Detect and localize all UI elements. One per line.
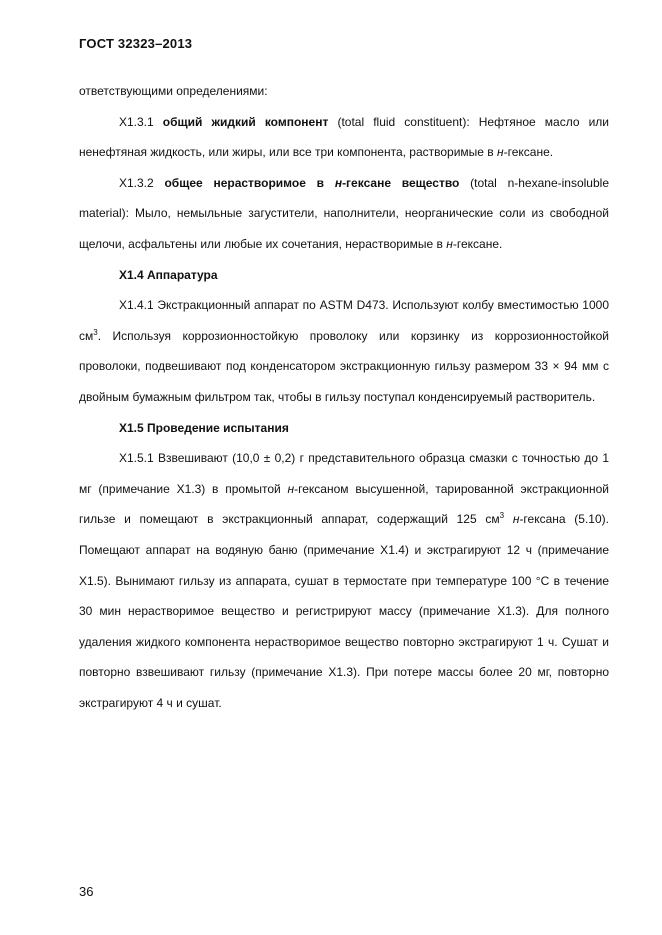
section-heading-apparatus: Х1.4 Аппаратура xyxy=(119,267,218,282)
paragraph-x1-3-2: Х1.3.2 общее нерастворимое в н-гексане вещество (total n-hexane-insoluble material): Мыло, немыльные загустители, наполнители, неорганические соли из свободной щелочи, асфальтены или любые их сочетания, нерастворимые в н-гексане. xyxy=(79,175,609,251)
term-name: общий жидкий компонент xyxy=(162,114,329,129)
term-definition: (total fluid constituent): Нефтяное масло или ненефтяная жидкость, или жиры, или все три компонента, растворимые в xyxy=(79,114,609,160)
section-heading-test-procedure: Х1.5 Проведение испытания xyxy=(119,420,289,435)
clause-number: Х1.3.1 xyxy=(119,114,163,129)
paragraph-x1-3-1: Х1.3.1 общий жидкий компонент (total fluid constituent): Нефтяное масло или ненефтяная жидкость, или жиры, или все три компонента, растворимые в н-гексане. xyxy=(79,114,609,160)
term-name: общее нерастворимое в xyxy=(164,175,335,190)
italic-text: н xyxy=(287,481,295,496)
superscript: 3 xyxy=(499,511,505,521)
italic-text: н xyxy=(497,145,504,160)
paragraph-x1-4-1: Х1.4.1 Экстракционный аппарат по ASTM D473. Используют колбу вместимостью 1000 $см^3$. Используя коррозионностойкую проволоку или корзинку из коррозионностойкой проволоки, подвешивают под конденсатором экстракционную гильзу размером 33 × 94 мм с двойным бумажным фильтром так, чтобы в гильзу поступал конденсируемый растворитель. xyxy=(79,298,609,404)
term-definition: (total n-hexane-insoluble material): Мыло, немыльные загустители, наполнители, неорганические соли из свободной щелочи, асфальтены или любые их сочетания, нерастворимые в xyxy=(79,175,609,251)
paragraph-x1-5-1: Х1.5.1 Взвешивают (10,0 ± 0,2) г представительного образца смазки с точностью до 1 мг (примечание Х1.3) в промытой н-гексаном высушенной, тарированной экстракционной гильзе и помещают в экстракционный аппарат, содержащий 125 $см^3$ н-гексана (5.10). Помещают аппарат на водяную баню (примечание Х1.4) и экстрагируют 12 ч (примечание Х1.5). Вынимают гильзу из аппарата, сушат в термостате при температуре 100 °С в течение 30 мин нерастворимое вещество и регистрируют массу (примечание Х1.3). Для полного удаления жидкого компонента нерастворимое вещество повторно экстрагируют 1 ч. Сушат и повторно взвешивают гильзу (примечание Х1.3). При потере массы более 20 мг, повторно экстрагируют 4 ч и сушат. xyxy=(79,451,609,710)
italic-text: н xyxy=(512,512,520,527)
paragraph-continuation: ответствующими определениями: xyxy=(79,84,268,98)
superscript: 3 xyxy=(93,327,98,337)
document-header: ГОСТ 32323–2013 xyxy=(79,36,193,51)
term-name: -гексане вещество xyxy=(342,175,460,190)
italic-text: н xyxy=(334,175,343,190)
page-number: 36 xyxy=(79,884,94,899)
italic-text: н xyxy=(446,236,453,251)
clause-number: Х1.3.2 xyxy=(119,175,165,190)
document-body xyxy=(79,76,609,718)
